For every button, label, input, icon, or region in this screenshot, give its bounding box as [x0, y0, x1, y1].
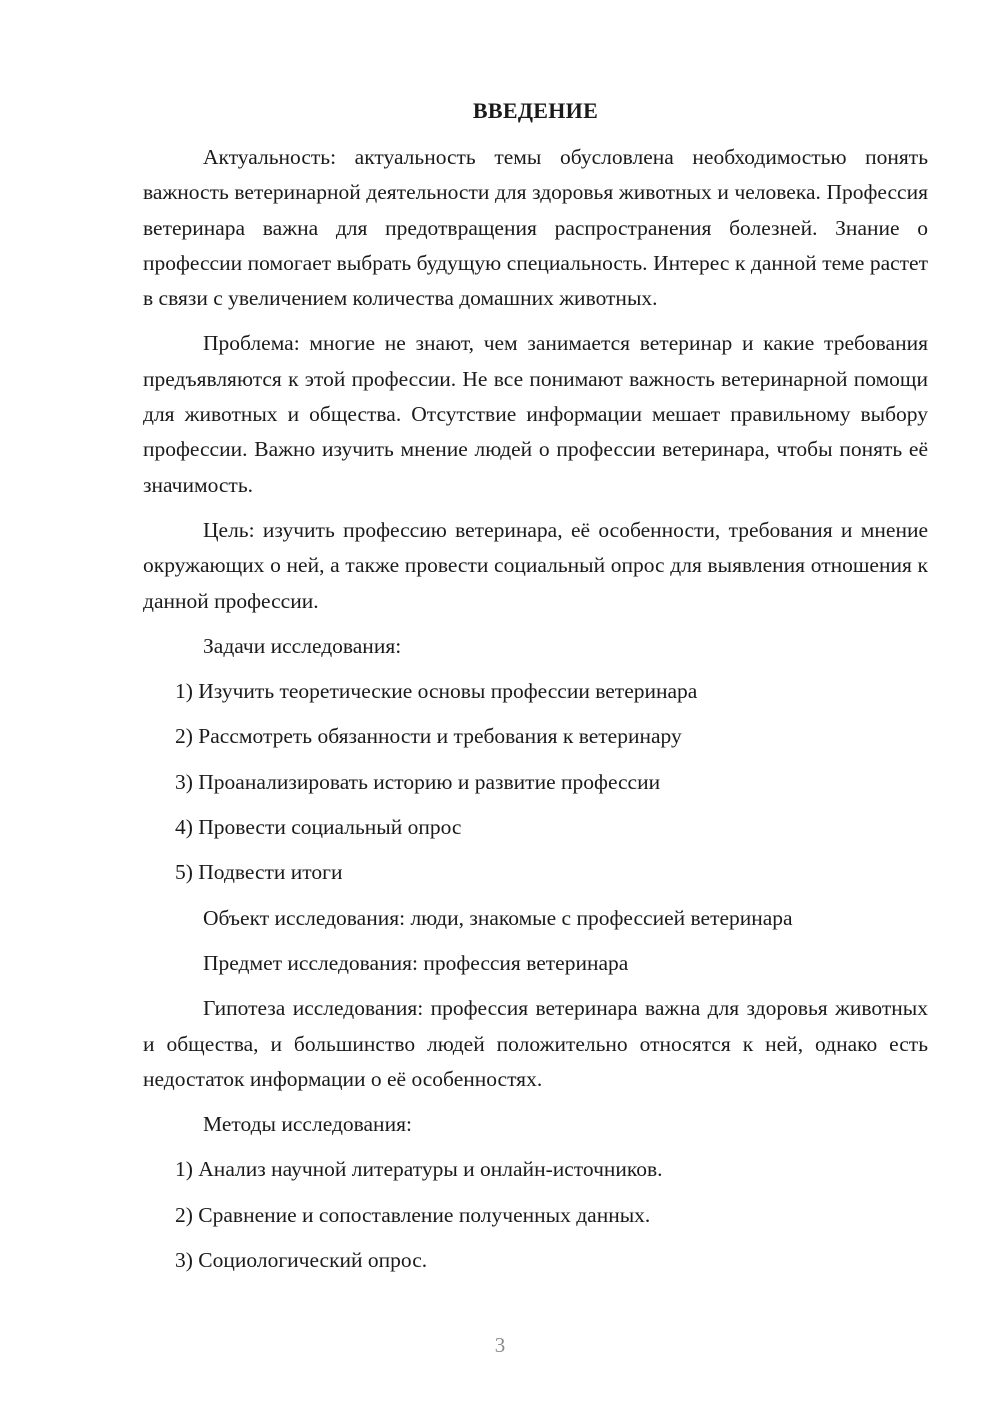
section-title: ВВЕДЕНИЕ	[472, 98, 599, 123]
task-item: 2) Рассмотреть обязанности и требования к ветеринару	[175, 724, 682, 749]
task-item: 5) Подвести итоги	[175, 860, 343, 885]
page-content	[143, 94, 928, 1288]
relevance-paragraph: Актуальность: актуальность темы обусловлена необходимостью понять важность ветеринарной деятельности для здоровья животных и человека. Профессия ветеринара важна для предотвращения распространения болезней. Знание о профессии помогает выбрать будущую специальность. Интерес к данной теме растет в связи с увеличением количества домашних животных.	[143, 145, 928, 311]
goal-paragraph: Цель: изучить профессию ветеринара, её особенности, требования и мнение окружающих о ней, а также провести социальный опрос для выявления отношения к данной профессии.	[143, 517, 928, 613]
hypothesis-paragraph: Гипотеза исследования: профессия ветеринара важна для здоровья животных и общества, и большинство людей положительно относятся к ней, однако есть недостаток информации о её особенностях.	[143, 996, 928, 1091]
research-object: Объект исследования: люди, знакомые с профессией ветеринара	[203, 905, 793, 930]
task-item: 1) Изучить теоретические основы профессии ветеринара	[175, 679, 698, 704]
method-item: 3) Социологический опрос.	[175, 1248, 428, 1273]
problem-paragraph: Проблема: многие не знают, чем занимается ветеринар и какие требования предъявляются к этой профессии. Не все понимают важность ветеринарной помощи для животных и общества. Отсутствие информации мешает правильному выбору профессии. Важно изучить мнение людей о профессии ветеринара, чтобы понять её значимость.	[143, 331, 928, 497]
task-item: 4) Провести социальный опрос	[175, 815, 462, 840]
tasks-heading: Задачи исследования:	[203, 633, 402, 658]
method-item: 2) Сравнение и сопоставление полученных данных.	[175, 1202, 651, 1227]
page-number: 3	[494, 1333, 506, 1357]
method-item: 1) Анализ научной литературы и онлайн-источников.	[175, 1157, 663, 1182]
research-subject: Предмет исследования: профессия ветеринара	[203, 950, 629, 975]
methods-heading: Методы исследования:	[203, 1112, 412, 1137]
task-item: 3) Проанализировать историю и развитие профессии	[175, 769, 661, 794]
